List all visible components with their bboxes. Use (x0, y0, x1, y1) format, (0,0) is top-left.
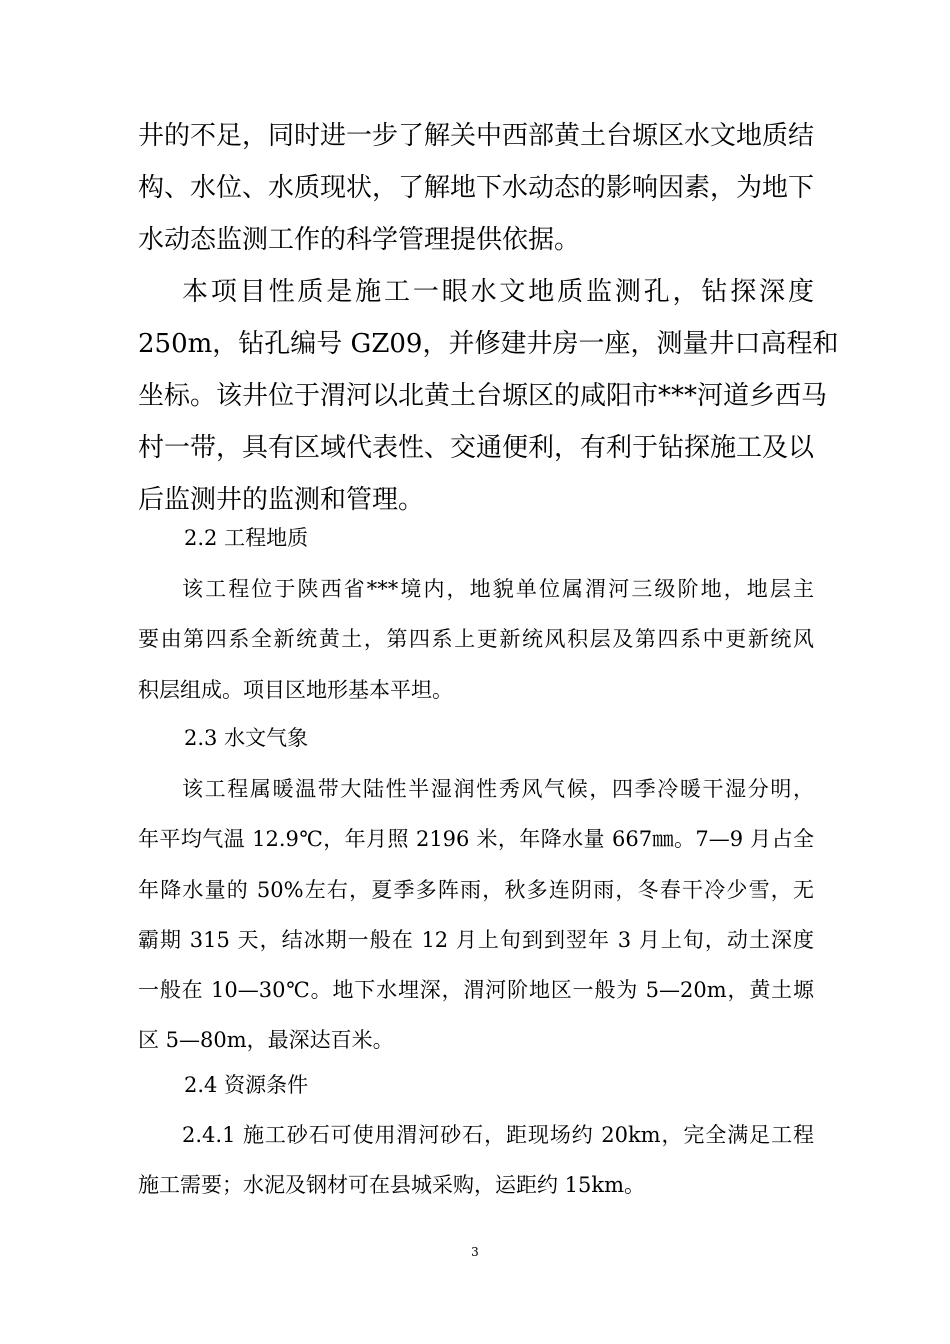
text-line: 年平均气温 12.9℃，年月照 2196 米，年降水量 667㎜。7—9 月占全 (138, 827, 814, 852)
section-heading-2-3: 2.3 水文气象 (184, 726, 309, 750)
text-line: 井的不足，同时进一步了解关中西部黄土台塬区水文地质结 (138, 121, 815, 151)
paragraph-project-nature (138, 266, 839, 526)
paragraph-hydrology-meteorology (138, 764, 814, 1066)
text-line: 村一带，具有区域代表性、交通便利，有利于钻探施工及以 (138, 433, 815, 463)
text-line: 施工需要；水泥及钢材可在县城采购，运距约 15km。 (138, 1173, 646, 1198)
paragraph-engineering-geology (138, 564, 814, 715)
text-line: 要由第四系全新统黄土，第四系上更新统风积层及第四系中更新统风 (138, 627, 814, 652)
paragraph-intro-continued (138, 110, 814, 266)
text-line: 2.4.1 施工砂石可使用渭河砂石，距现场约 20km，完全满足工程 (182, 1123, 814, 1147)
section-heading-2-2: 2.2 工程地质 (184, 526, 309, 550)
text-line: 年降水量的 50%左右，夏季多阵雨，秋多连阴雨，冬春干冷少雪，无 (138, 877, 814, 902)
text-line: 本项目性质是施工一眼水文地质监测孔，钻探深度 (182, 277, 814, 307)
text-line: 一般在 10—30℃。地下水埋深，渭河阶地区一般为 5—20m，黄土塬 (138, 978, 814, 1003)
page-number: 3 (471, 1245, 479, 1259)
paragraph-resource-conditions (138, 1110, 814, 1211)
text-line: 该工程属暖温带大陆性半湿润性秀风气候，四季冷暖干湿分明， (182, 777, 814, 801)
section-heading-2-4: 2.4 资源条件 (184, 1073, 309, 1097)
text-line: 后监测井的监测和管理。 (138, 485, 425, 515)
text-line: 该工程位于陕西省***境内，地貌单位属渭河三级阶地，地层主 (182, 577, 814, 601)
text-line: 坐标。该井位于渭河以北黄土台塬区的咸阳市***河道乡西马 (138, 381, 828, 411)
text-line: 水动态监测工作的科学管理提供依据。 (138, 225, 581, 255)
text-line: 250m，钻孔编号 GZ09，并修建井房一座，测量井口高程和 (138, 329, 839, 359)
text-line: 积层组成。项目区地形基本平坦。 (138, 677, 453, 702)
text-line: 区 5—80m，最深达百米。 (138, 1028, 394, 1053)
text-line: 霸期 315 天，结冰期一般在 12 月上旬到到翌年 3 月上旬，动土深度 (138, 927, 814, 952)
text-line: 构、水位、水质现状，了解地下水动态的影响因素，为地下 (138, 173, 815, 203)
